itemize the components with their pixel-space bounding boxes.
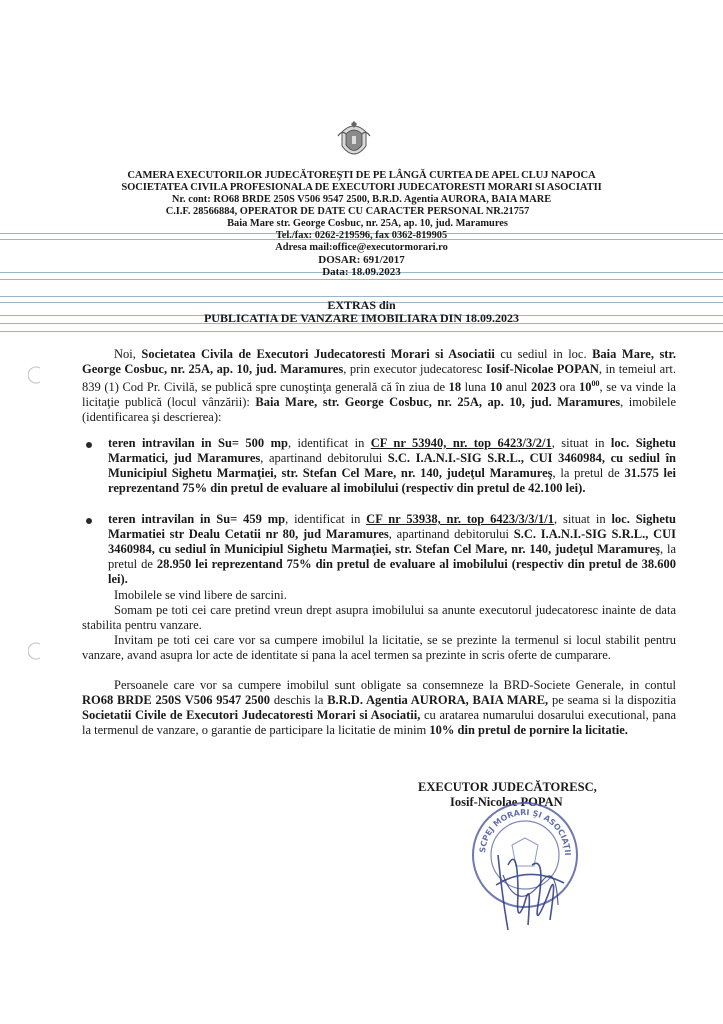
romania-coat-of-arms-icon: [336, 118, 372, 164]
list-bullet: [86, 442, 92, 448]
paragraph-garantie: Persoanele care vor sa cumpere imobilul sunt obligate sa consemneze la BRD-Societe Generale, in contul RO68 BRDE 250S V506 9547 2500 deschis la B.R.D. Agentia AURORA, BAIA MARE, pe seama si la dispozitia Societatii Civile de Executori Judecatoresti Morari si Asociatii, cu aratarea numarului dosarului executional, pana la termenul de vanzare, o garantie de participare la licitatie de minim 10% din pretul de pornire la licitatie.: [82, 678, 676, 737]
header-email: Adresa mail:office@executormorari.ro: [275, 242, 448, 253]
header-chamber: CAMERA EXECUTORILOR JUDECĂTOREŞTI DE PE LÂNGĂ CURTEA DE APEL CLUJ NAPOCA: [127, 170, 596, 181]
scan-line: [0, 296, 723, 297]
scan-line: [0, 331, 723, 332]
header-cif: C.I.F. 28566884, OPERATOR DE DATE CU CARACTER PERSONAL NR.21757: [165, 206, 530, 217]
header-bank-account: Nr. cont: RO68 BRDE 250S V506 9547 2500, B.R.D. Agentia AURORA, BAIA MARE: [171, 194, 552, 205]
list-item: teren intravilan in Su= 459 mp, identificat in CF nr 53938, nr. top 6423/3/3/1/1, situat in loc. Sighetu Marmatiei str Dealu Cetatii nr 80, jud Maramures, apartinand debitorului S.C. I.A.N.I.-SIG S.R.L., CUI 3460984, cu sediul în Municipiul Sighetu Marmaţiei, str. Stefan Cel Mare, nr. 140, judeţul Maramureş, la pretul de 28.950 lei reprezentand 75% din pretul de evaluare al imobilului (respectiv din pretul de 38.600 lei).: [108, 512, 677, 586]
paragraph-free-of-charges: Imobilele se vind libere de sarcini.: [114, 588, 287, 602]
intro-paragraph: Noi, Societatea Civila de Executori Judecatoresti Morari si Asociatii cu sediul in loc. Baia Mare, str. George Cosbuc, nr. 25A, ap. 10, jud. Maramures, prin executor judecatoresc Iosif-Nicolae POPAN, in temeiul art. 839 (1) Cod Pr. Civilă, se publică spre cunoştinţa generală că în ziua de 18 luna 10 anul 2023 ora $10^{00}$, se va vinde la licitaţie publică (locul vânzării): Baia Mare, str. George Cosbuc, nr. 25A, ap. 10, jud. Maramures, imobilele (identificarea şi descrierea):: [82, 347, 676, 424]
header-address: Baia Mare str. George Cosbuc, nr. 25A, ap. 10, jud. Maramures: [227, 218, 508, 229]
header-phone: Tel./fax: 0262-219596, fax 0362-819905: [275, 230, 448, 241]
header-company: SOCIETATEA CIVILA PROFESIONALA DE EXECUTORI JUDECATORESTI MORARI SI ASOCIATII: [121, 182, 602, 193]
title-extras: EXTRAS din: [327, 298, 396, 312]
paragraph-invitam: Invitam pe toti cei care vor sa cumpere imobilul la licitatie, se se prezinte la termenul si locul stabilit pentru vanzare, avand asupra lor acte de identitate si pana la acel termen sa prezinte in scris oferte de cumparare.: [82, 633, 676, 662]
paragraph-somam: Somam pe toti cei care pretind vreun drept asupra imobilului sa anunte executorul judecatoresc inainte de data stabilita pentru vanzare.: [82, 603, 676, 632]
title-publicatia: PUBLICATIA DE VANZARE IMOBILIARA DIN 18.09.2023: [203, 311, 520, 325]
punch-hole-mark: [28, 642, 44, 660]
punch-hole-mark: [28, 366, 44, 384]
signature-title: EXECUTOR JUDECĂTORESC,: [418, 780, 597, 794]
list-bullet: [86, 518, 92, 524]
svg-text:SCPEJ MORARI ŞI ASOCIAŢII: SCPEJ MORARI ŞI ASOCIAŢII: [477, 807, 573, 856]
list-item: teren intravilan in Su= 500 mp, identificat in CF nr 53940, nr. top 6423/3/2/1, situat in loc. Sighetu Marmatici, jud Maramures, apartinand debitorului S.C. I.A.N.I.-SIG S.R.L., CUI 3460984, cu sediul în Municipiul Sighetu Marmaţiei, str. Stefan Cel Mare, nr. 140, judeţul Maramureş, la pretul de 31.575 lei reprezentand 75% din pretul de evaluare al imobilului (respectiv din pretul de 42.100 lei).: [108, 436, 677, 495]
handwritten-signature-icon: [488, 835, 568, 935]
document-date: Data: 18.09.2023: [322, 266, 401, 278]
signature-name: Iosif-Nicolae POPAN: [450, 795, 563, 809]
dosar-number: DOSAR: 691/2017: [318, 254, 405, 266]
scan-line: [0, 279, 723, 280]
